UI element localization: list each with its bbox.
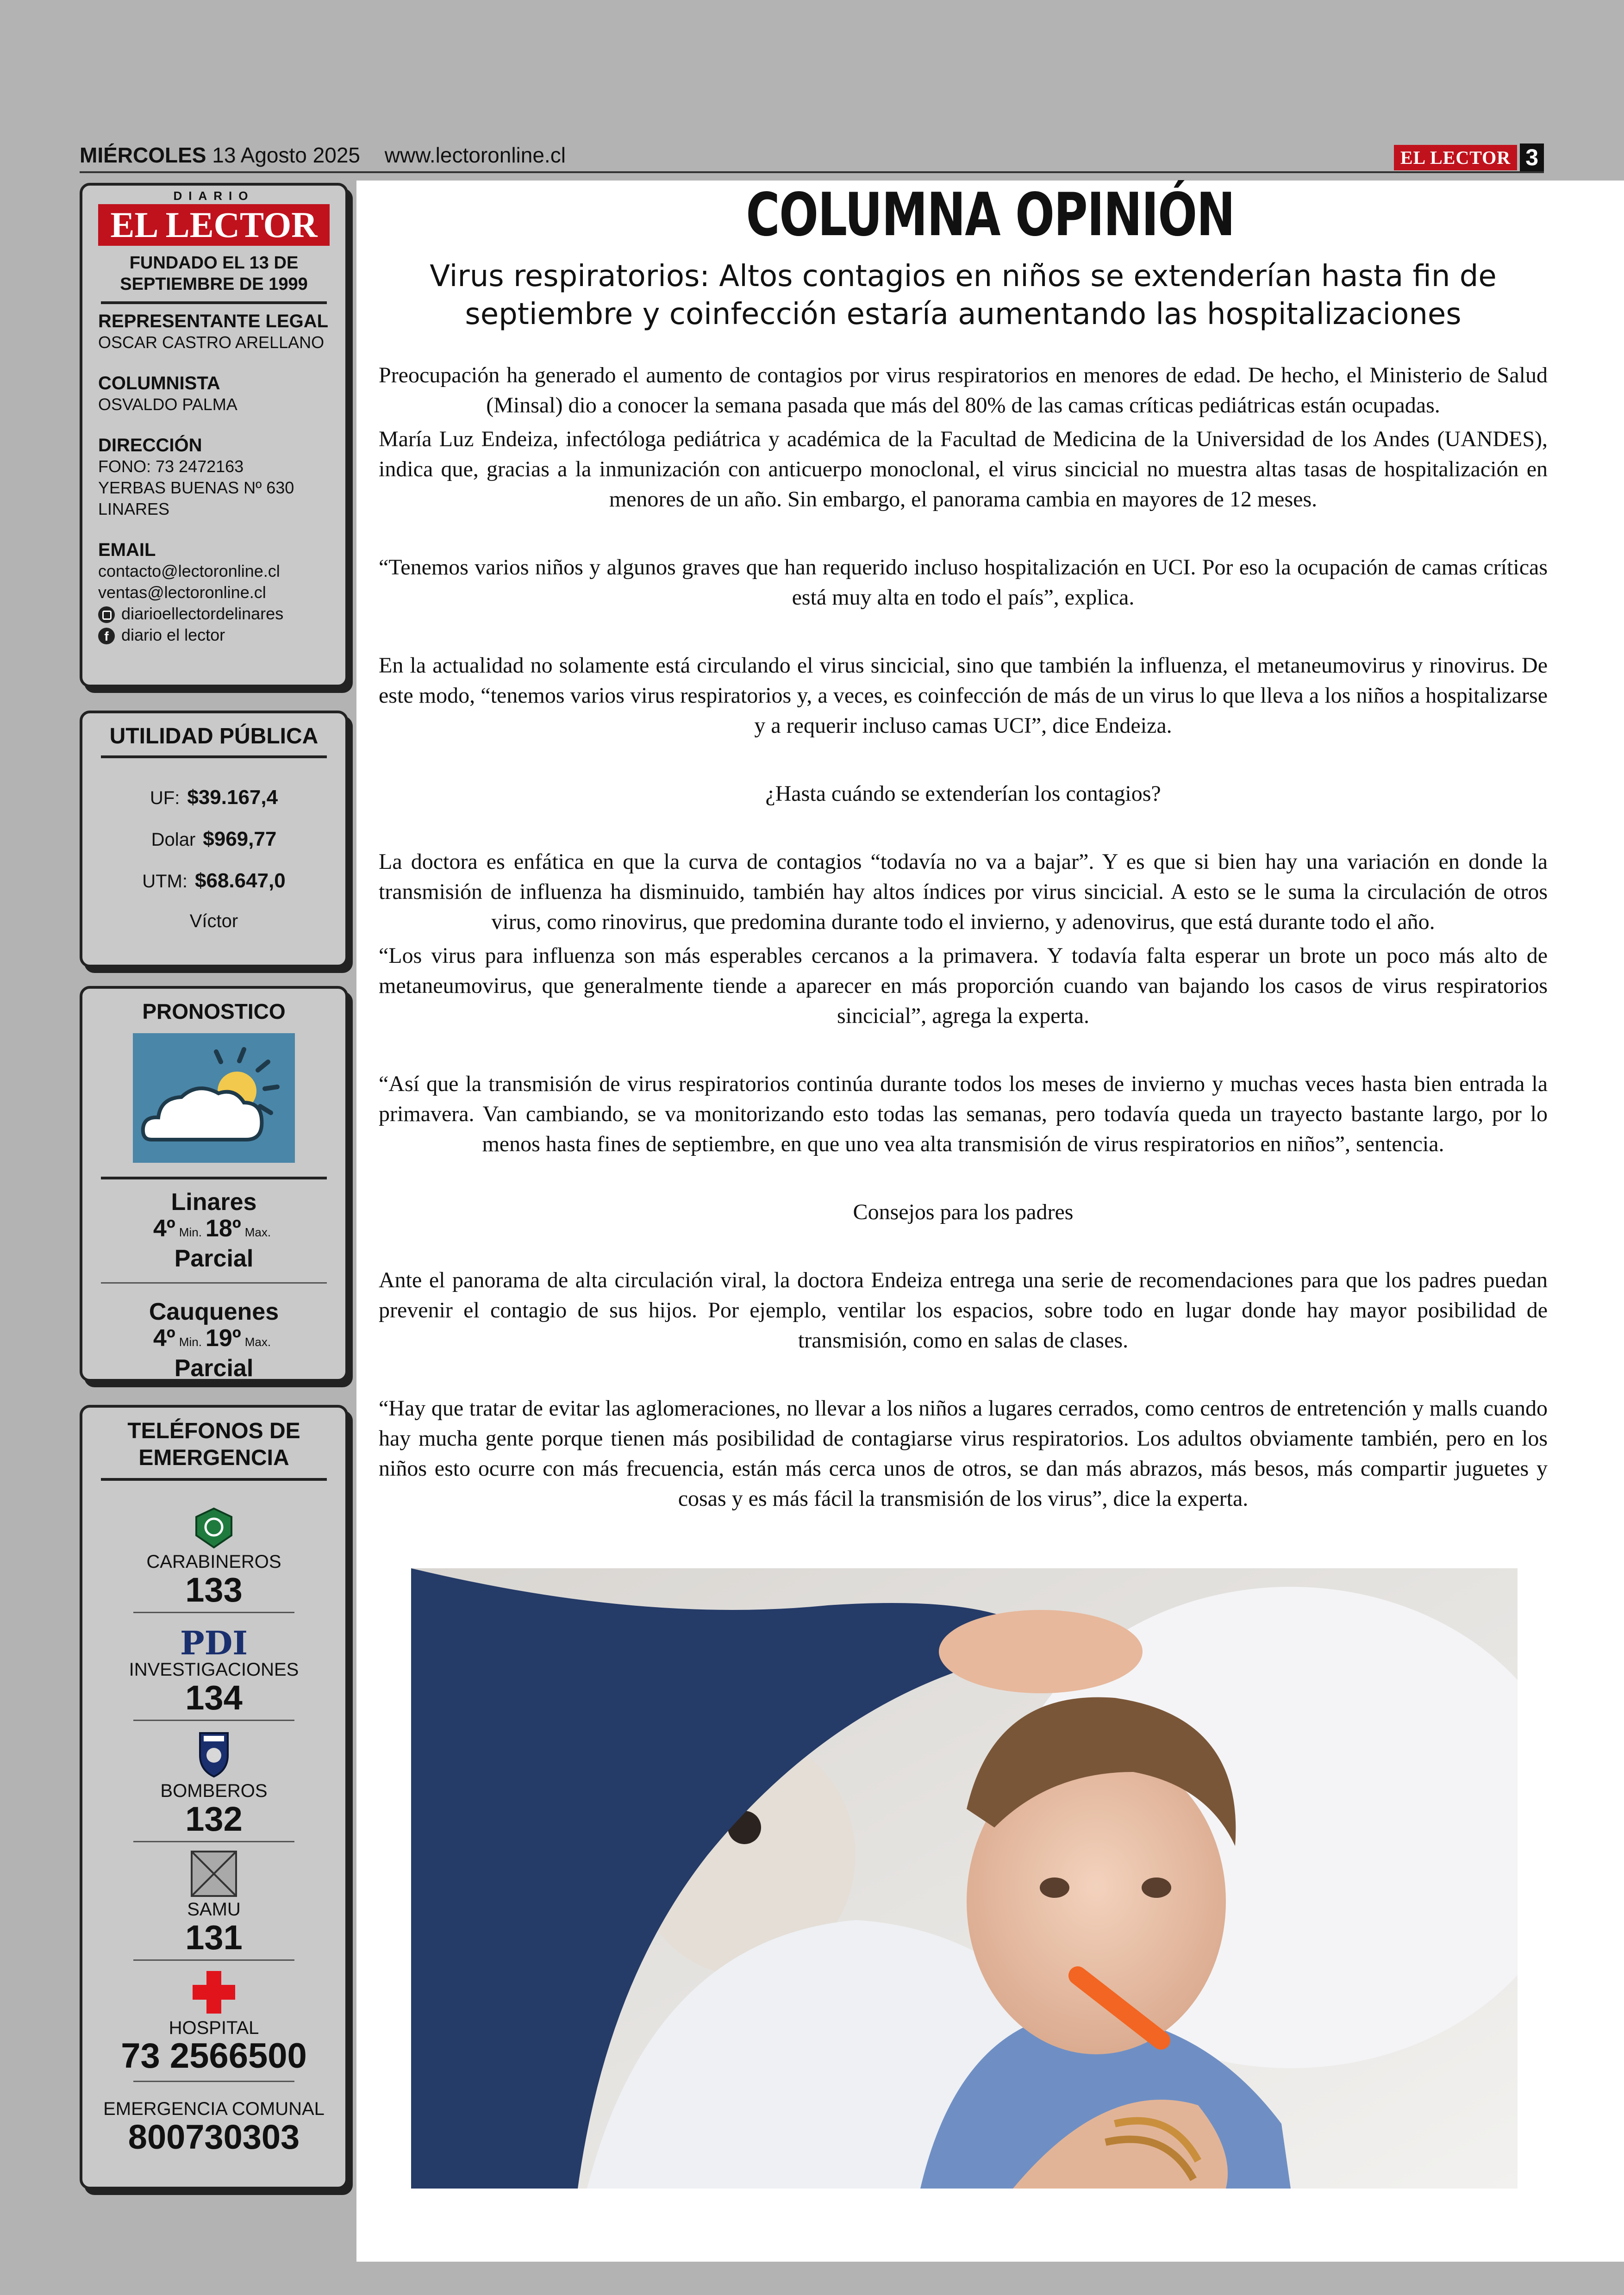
pronostico-rule bbox=[101, 1177, 327, 1179]
article-paragraph: “Los virus para influenza son más esperables cercanos a la primavera. Y todavía falta esperar un brote un poco más alto de metaneumovirus, que generalmente tiende a aparecer en más proporción cuando van bajando los casos de virus respiratorios sincicial”, agrega la experta. bbox=[379, 943, 1548, 1028]
header-logo bbox=[1394, 143, 1544, 171]
emergencia-rule bbox=[101, 1478, 327, 1481]
masthead-logo-text: EL LECTOR bbox=[110, 205, 318, 245]
instagram-handle: diarioellectordelinares bbox=[121, 604, 284, 623]
min-label: Min. bbox=[179, 1225, 202, 1239]
utm-label: UTM: bbox=[142, 871, 187, 892]
article-paragraph: “Tenemos varios niños y algunos graves que han requerido incluso hospitalización en UCI. Por eso la ocupación de camas críticas está muy alta en todo el país”, explica. bbox=[379, 555, 1548, 610]
red-cross-icon bbox=[191, 1969, 237, 2015]
uf-value: $39.167,4 bbox=[187, 786, 278, 809]
max-temp: 19º bbox=[205, 1325, 241, 1352]
emergency-label: SAMU bbox=[187, 1899, 241, 1920]
legal-name: OSCAR CASTRO ARELLANO bbox=[98, 333, 325, 352]
dolar-row bbox=[82, 828, 345, 851]
forecast-condition: Parcial bbox=[174, 1245, 254, 1272]
legal-title: REPRESENTANTE LEGAL bbox=[98, 311, 329, 331]
article-paragraph: Ante el panorama de alta circulación viral, la doctora Endeiza entrega una serie de recomendaciones para que los padres puedan prevenir el contagio de sus hijos. Por ejemplo, ventilar los espacios, sobre todo en lugar donde hay mayor posibilidad de transmisión, como en salas de clases. bbox=[379, 1268, 1548, 1353]
max-temp: 18º bbox=[205, 1215, 241, 1242]
masthead-rule bbox=[101, 301, 327, 304]
uf-label: UF: bbox=[150, 788, 180, 808]
utilidad-box bbox=[80, 711, 348, 967]
forecast-city: Cauquenes bbox=[149, 1298, 279, 1325]
max-label: Max. bbox=[244, 1335, 271, 1349]
columnist-name: OSVALDO PALMA bbox=[98, 395, 237, 414]
instagram-link[interactable] bbox=[98, 603, 330, 624]
forecast-linares bbox=[82, 1189, 345, 1272]
emergency-carabineros[interactable] bbox=[82, 1507, 345, 1608]
header-day: MIÉRCOLES bbox=[80, 143, 206, 167]
emergencia-title: TELÉFONOS DE EMERGENCIA bbox=[127, 1419, 300, 1470]
forecast-temps bbox=[82, 1325, 345, 1355]
utm-row bbox=[82, 869, 345, 892]
emergency-number: 73 2566500 bbox=[121, 2036, 307, 2076]
article-subheading: ¿Hasta cuándo se extenderían los contagios? bbox=[765, 781, 1161, 806]
emergency-divider bbox=[133, 1720, 294, 1721]
min-temp: 4º bbox=[153, 1325, 175, 1352]
pronostico-title: PRONOSTICO bbox=[142, 999, 286, 1023]
emergency-number: 132 bbox=[185, 1800, 243, 1838]
email-title: EMAIL bbox=[98, 540, 156, 560]
founded-text: FUNDADO EL 13 DE SEPTIEMBRE DE 1999 bbox=[120, 253, 308, 294]
phone-line: FONO: 73 2472163 bbox=[98, 457, 244, 476]
article-body bbox=[379, 360, 1548, 1552]
uf-row bbox=[82, 786, 345, 809]
emergency-number: 133 bbox=[185, 1571, 243, 1609]
article-paragraph: María Luz Endeiza, infectóloga pediátrica y académica de la Facultad de Medicina de la Universidad de los Andes (UANDES), indica que, gracias a la inmunización con anticuerpo monoclonal, el virus sincicial no muestra altas tasas de hospitalización en menores de un año. Sin embargo, el panorama cambia en mayores de 12 meses. bbox=[379, 427, 1548, 511]
emergency-label: EMERGENCIA COMUNAL bbox=[103, 2099, 325, 2119]
forecast-divider bbox=[101, 1282, 327, 1284]
emergency-divider bbox=[133, 1959, 294, 1961]
header-url[interactable]: www.lectoronline.cl bbox=[384, 143, 566, 167]
forecast-condition: Parcial bbox=[174, 1355, 254, 1382]
partly-cloudy-icon bbox=[133, 1033, 295, 1163]
emergency-label: BOMBEROS bbox=[160, 1781, 268, 1801]
columnist-title: COLUMNISTA bbox=[98, 373, 220, 393]
emergency-number: 134 bbox=[185, 1678, 243, 1717]
article-photo bbox=[411, 1568, 1518, 2189]
header-brand: EL LECTOR bbox=[1394, 145, 1517, 170]
dolar-value: $969,77 bbox=[203, 828, 277, 850]
emergency-samu[interactable] bbox=[82, 1851, 345, 1956]
max-label: Max. bbox=[244, 1225, 271, 1239]
santoral: Víctor bbox=[189, 911, 238, 931]
address-title: DIRECCIÓN bbox=[98, 435, 202, 455]
emergency-label: INVESTIGACIONES bbox=[129, 1659, 299, 1680]
emergency-divider bbox=[133, 1841, 294, 1842]
page-header bbox=[80, 139, 1544, 173]
article-paragraph: En la actualidad no solamente está circulando el virus sincicial, sino que también la influenza, el metaneumovirus y rinovirus. De este modo, “tenemos varios virus respiratorios y, a veces, es coinfección de más de un virus lo que lleva a los niños a hospitalizarse y a requerir incluso camas UCI”, dice Endeiza. bbox=[379, 653, 1548, 738]
emergency-number: 800730303 bbox=[128, 2118, 300, 2156]
article-panel bbox=[356, 181, 1624, 2262]
emergency-bomberos[interactable] bbox=[82, 1727, 345, 1837]
header-date: 13 Agosto 2025 bbox=[212, 143, 360, 167]
section-title: COLUMNA OPINIÓN bbox=[746, 181, 1235, 249]
forecast-cauquenes bbox=[82, 1298, 345, 1382]
facebook-handle: diario el lector bbox=[121, 625, 225, 644]
samu-placeholder-icon bbox=[191, 1851, 237, 1897]
street-line: YERBAS BUENAS Nº 630 bbox=[98, 478, 294, 497]
masthead-info bbox=[82, 311, 345, 646]
emergencia-box bbox=[80, 1405, 348, 2189]
header-dateline bbox=[80, 143, 566, 168]
carabineros-badge-icon bbox=[193, 1507, 235, 1549]
forecast-temps bbox=[82, 1216, 345, 1245]
min-temp: 4º bbox=[153, 1215, 175, 1242]
emergency-number: 131 bbox=[185, 1918, 243, 1957]
emergency-hospital[interactable] bbox=[82, 1969, 345, 2074]
instagram-icon bbox=[98, 606, 115, 623]
article-paragraph: Preocupación ha generado el aumento de contagios por virus respiratorios en menores de edad. De hecho, el Ministerio de Salud (Minsal) dio a conocer la semana pasada que más del 80% de las camas críticas pediátricas están ocupadas. bbox=[379, 363, 1548, 418]
emergency-divider bbox=[133, 2081, 294, 2082]
pdi-logo-icon: PDI bbox=[180, 1624, 248, 1662]
emergency-comunal[interactable] bbox=[82, 2099, 345, 2155]
utm-value: $68.647,0 bbox=[195, 869, 286, 892]
utilidad-title: UTILIDAD PÚBLICA bbox=[109, 724, 319, 748]
article-paragraph: La doctora es enfática en que la curva de contagios “todavía no va a bajar”. Y es que si bien hay una variación en donde la transmisión de influenza ha disminuido, también hay altos índices por virus sincicial. A esto se le suma la circulación de otros virus, como rinovirus, que predomina durante todo el invierno, y adenovirus, que está durante todo el año. bbox=[379, 849, 1548, 934]
pronostico-box bbox=[80, 986, 348, 1382]
facebook-link[interactable] bbox=[98, 624, 330, 646]
bomberos-shield-icon bbox=[195, 1727, 232, 1778]
emergency-label: HOSPITAL bbox=[169, 2018, 259, 2038]
forecast-city: Linares bbox=[171, 1189, 257, 1216]
article-paragraph: “Así que la transmisión de virus respiratorios continúa durante todos los meses de invierno y muchas veces hasta bien entrada la primavera. Van cambiando, se va monitorizando esto todas las semanas, pero todavía queda un trayecto bastante largo, por lo menos hasta fines de septiembre, en que uno vea alta transmisión de virus respiratorios en niños”, sentencia. bbox=[379, 1072, 1548, 1156]
masthead-box bbox=[80, 183, 348, 687]
min-label: Min. bbox=[179, 1335, 202, 1349]
emergency-pdi[interactable] bbox=[82, 1624, 345, 1717]
email-contacto[interactable]: contacto@lectoronline.cl bbox=[98, 561, 280, 580]
facebook-icon: f bbox=[98, 628, 115, 644]
page-number: 3 bbox=[1520, 143, 1544, 171]
email-ventas[interactable]: ventas@lectoronline.cl bbox=[98, 583, 266, 602]
emergency-divider bbox=[133, 1612, 294, 1613]
emergency-label: CARABINEROS bbox=[146, 1552, 281, 1572]
article-headline: Virus respiratorios: Altos contagios en niños se extenderían hasta fin de septiembre y coinfección estaría aumentando las hospitalizaciones bbox=[430, 259, 1497, 331]
utilidad-rule bbox=[101, 755, 327, 758]
city-line: LINARES bbox=[98, 499, 170, 518]
article-subheading: Consejos para los padres bbox=[853, 1200, 1074, 1224]
dolar-label: Dolar bbox=[151, 829, 196, 850]
masthead-diario: DIARIO bbox=[169, 188, 259, 203]
masthead-logo bbox=[98, 189, 330, 246]
article-paragraph: “Hay que tratar de evitar las aglomeraciones, no llevar a los niños a lugares cerrados, como centros de entretención y malls cuando hay mucha gente porque tienen más posibilidad de contagiarse virus respiratorios. Los adultos obviamente también, pero en los niños esto ocurre con más frecuencia, están más cerca unos de otros, se dan más abrazos, más besos, más compartir juguetes y cosas y es más fácil la transmisión de los virus”, dice la experta. bbox=[379, 1396, 1548, 1511]
